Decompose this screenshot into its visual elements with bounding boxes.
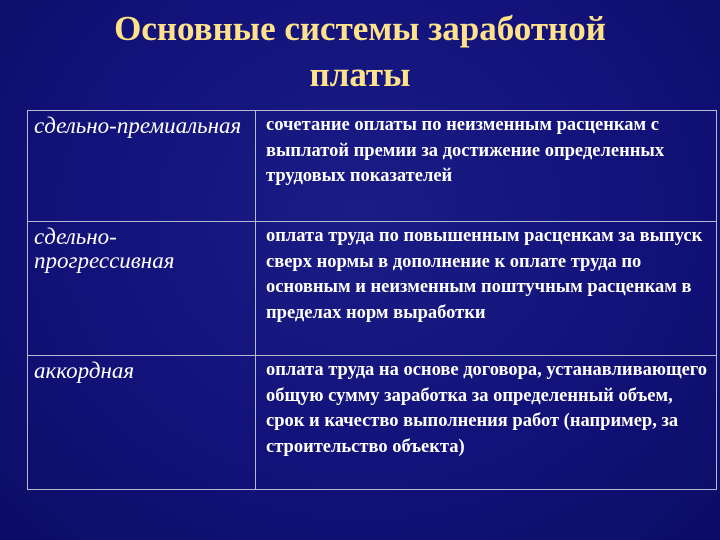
system-term: аккордная	[28, 356, 256, 490]
system-term: сдельно-премиальная	[28, 111, 256, 222]
system-description: оплата труда по повышенным расценкам за выпуск сверх нормы в дополнение к оплате труда по основным и неизменным поштучным расценкам в пределах норм выработки	[256, 222, 717, 356]
system-term: сдельно-прогрессивная	[28, 222, 256, 356]
slide-title-line-1: Основные системы заработной	[114, 9, 606, 48]
table-row	[28, 356, 717, 490]
system-description: оплата труда на основе договора, устанавливающего общую сумму заработка за определенный объем, срок и качество выполнения работ (например, за строительство объекта)	[256, 356, 717, 490]
table-row	[28, 111, 717, 222]
slide-title	[0, 6, 720, 98]
system-description: сочетание оплаты по неизменным расценкам с выплатой премии за достижение определенных трудовых показателей	[256, 111, 717, 222]
wage-systems-table	[27, 110, 717, 490]
table-row	[28, 222, 717, 356]
slide-title-line-2: платы	[309, 55, 411, 94]
